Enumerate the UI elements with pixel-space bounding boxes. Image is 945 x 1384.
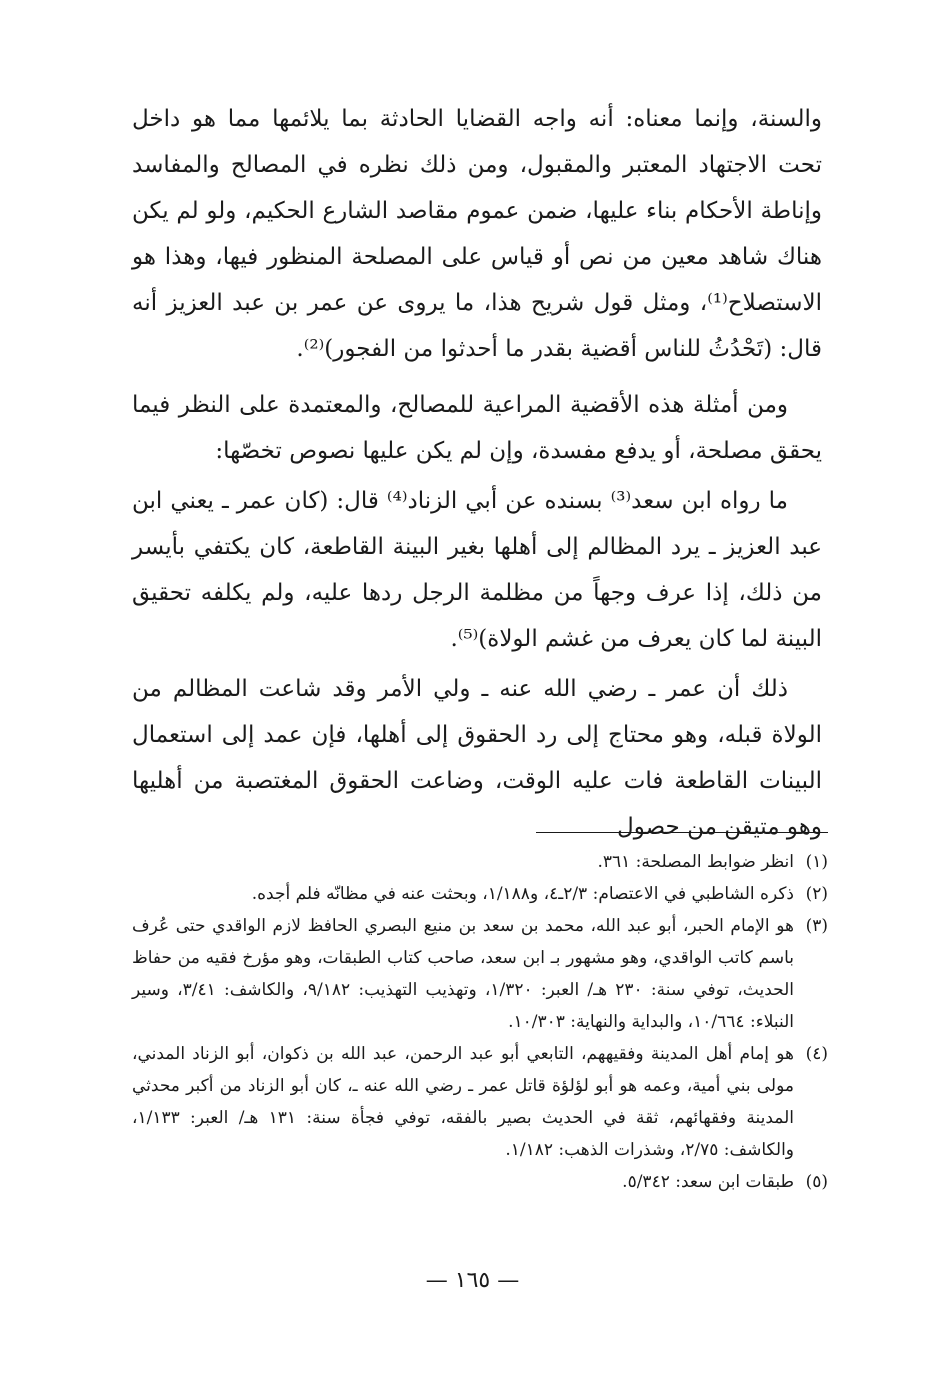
footnote-number: (١) [805, 852, 828, 872]
footnote-item [132, 910, 828, 1038]
footnote-text: انظر ضوابط المصلحة: ٣٦١. [597, 852, 794, 872]
footnote-separator [536, 832, 828, 833]
footnote-text: هو إمام أهل المدينة وفقيههم، التابعي أبو عبد الرحمن، عبد الله بن ذكوان، أبو الزناد المدني، مولى بني أمية، وعمه هو أبو لؤلؤة قاتل عمر ـ رضي الله عنه ـ، كان أبو الزناد من أكبر محدثي المدينة وفقهائهم، ثقة في الحديث بصير بالفقه، توفي فجأة سنة: ١٣١ هـ/ العبر: ١/١٣٣، والكاشف: ٢/٧٥، وشذرات الذهب: ١/١٨٢. [132, 1044, 794, 1160]
footnote-text: هو الإمام الحبر، أبو عبد الله، محمد بن سعد بن منيع البصري الحافظ لازم الواقدي حتى عُرف باسم كاتب الواقدي، وهو مشهور بـ ابن سعد، صاحب كتاب الطبقات، وهو مؤرخ فقيه من حفاظ الحديث، توفي سنة: ٢٣٠ هـ/ العبر: ١/٣٢٠، وتهذيب التهذيب: ٩/١٨٢، والكاشف: ٣/٤١، وسير النبلاء: ١٠/٦٦٤، والبداية والنهاية: ١٠/٣٠٣. [132, 916, 794, 1032]
body-paragraph: والسنة، وإنما معناه: أنه واجه القضايا الحادثة بما يلائمها مما هو داخل تحت الاجتهاد المعتبر والمقبول، ومن ذلك نظره في المصالح والمفاسد وإناطة الأحكام بناء عليها، ضمن عموم مقاصد الشارع الحكيم، ولو لم يكن هناك شاهد معين من نص أو قياس على المصلحة المنظور فيها، وهذا هو الاستصلاح⁽¹⁾، ومثل قول شريح هذا، ما يروى عن عمر بن عبد العزيز أنه قال: (تَحْدُثُ للناس أقضية بقدر ما أحدثوا من الفجور)⁽²⁾. [132, 106, 822, 362]
footnote-number: (٢) [805, 884, 828, 904]
footnote-number: (٤) [805, 1044, 828, 1064]
footnote-item [132, 1038, 828, 1166]
footnote-item [132, 846, 828, 878]
footnotes-list [132, 846, 828, 1198]
footnote-text: ذكره الشاطبي في الاعتصام: ٢/٣ـ٤، و١/١٨٨، وبحثت عنه في مظانّه فلم أجده. [251, 884, 794, 904]
body-paragraph: ومن أمثلة هذه الأقضية المراعية للمصالح، والمعتمدة على النظر فيما يحقق مصلحة، أو يدفع مفسدة، وإن لم يكن عليها نصوص تخصّها: [132, 392, 822, 464]
footnote-text: طبقات ابن سعد: ٥/٣٤٢. [622, 1172, 794, 1192]
footnote-number: (٣) [805, 916, 828, 936]
footnote-item [132, 1166, 828, 1198]
body-paragraph: ما رواه ابن سعد⁽³⁾ بسنده عن أبي الزناد⁽⁴⁾ قال: (كان عمر ـ يعني ابن عبد العزيز ـ يرد المظالم إلى أهلها بغير البينة القاطعة، كان يكتفي بأيسر من ذلك، إذا عرف وجهاً من مظلمة الرجل ردها عليه، ولم يكلفه تحقيق البينة لما كان يعرف من غشم الولاة)⁽⁵⁾. [132, 488, 822, 652]
body-paragraph: ذلك أن عمر ـ رضي الله عنه ـ ولي الأمر وقد شاعت المظالم من الولاة قبله، وهو محتاج إلى رد الحقوق إلى أهلها، فإن عمد إلى استعمال البينات القاطعة فات عليه الوقت، وضاعت الحقوق المغتصبة من أهليها وهو متيقن من حصول [132, 676, 822, 840]
page-number: — ١٦٥ — [425, 1268, 520, 1293]
footnote-item [132, 878, 828, 910]
footnote-number: (٥) [805, 1172, 828, 1192]
